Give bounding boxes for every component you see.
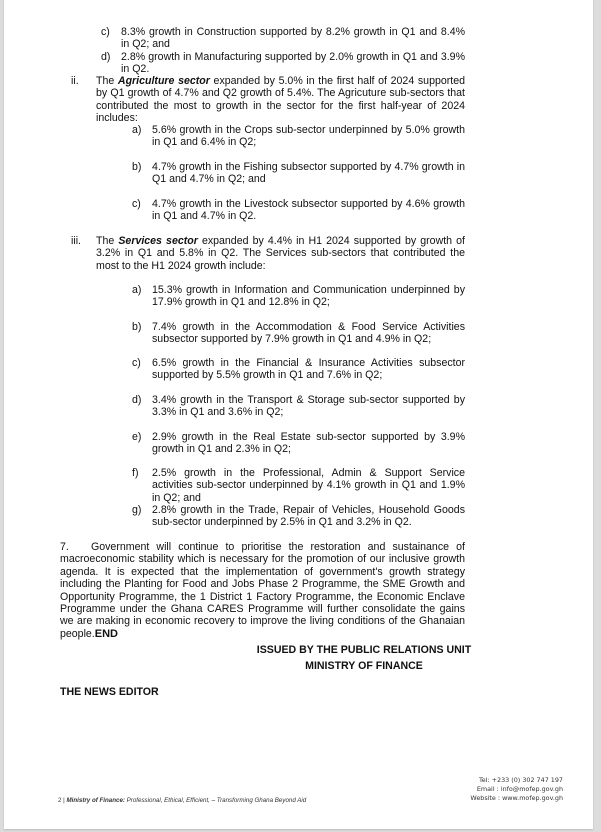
- list-item: [132, 124, 465, 149]
- issued-by-line: ISSUED BY THE PUBLIC RELATIONS UNIT: [256, 644, 472, 656]
- list-marker: b): [132, 321, 142, 333]
- footer-motto: Professional, Ethical, Efficient, – Transforming Ghana Beyond Aid: [124, 797, 307, 804]
- footer-email: Email : info@mofep.gov.gh: [476, 785, 563, 793]
- list-item-text: 2.8% growth in the Trade, Repair of Vehicles, Household Goods sub-sector underpinned by 2.5% in Q1 and 3.2% in Q2.: [152, 504, 465, 529]
- list-item-text: 5.6% growth in the Crops sub-sector underpinned by 5.0% growth in Q1 and 6.4% in Q2;: [152, 124, 465, 149]
- paragraph-7: [60, 541, 465, 640]
- document-page: [4, 0, 593, 829]
- sector-name: Agriculture sector: [117, 75, 210, 87]
- footer-ministry: Ministry of Finance:: [66, 797, 125, 804]
- issued-by-block: [256, 642, 472, 674]
- list-marker: c): [132, 357, 141, 369]
- list-item-text: 4.7% growth in the Livestock subsector supported by 4.6% growth in Q1 and 4.7% in Q2.: [152, 198, 465, 223]
- list-item: [132, 357, 465, 382]
- list-item: [132, 504, 465, 529]
- list-item-text: 4.7% growth in the Fishing subsector supported by 4.7% growth in Q1 and 4.7% in Q2; and: [152, 161, 465, 186]
- lead-text: The: [96, 235, 119, 247]
- lead-text: The: [96, 75, 118, 87]
- list-item-text: 15.3% growth in Information and Communication underpinned by 17.9% growth in Q1 and 12.8% in Q2;: [152, 284, 465, 309]
- roman-marker: ii.: [71, 75, 79, 87]
- list-item-text: 2.8% growth in Manufacturing supported by 2.0% growth in Q1 and 3.9% in Q2.: [121, 51, 465, 76]
- list-item-text: 2.5% growth in the Professional, Admin & Support Service activities sub-sector underpinned by 4.1% growth in Q1 and 1.9% in Q2; and: [152, 467, 465, 504]
- list-marker: c): [132, 198, 141, 210]
- page-number: 2 |: [58, 797, 67, 804]
- list-item: [132, 321, 465, 346]
- list-item-text: 2.9% growth in the Real Estate sub-sector supported by 3.9% growth in Q1 and 2.3% in Q2;: [152, 431, 465, 456]
- footer-website: Website : www.mofep.gov.gh: [470, 794, 563, 802]
- list-marker: d): [101, 51, 111, 63]
- paragraph-text: Government will continue to prioritise the restoration and sustainance of macroeconomic stability which is necessary for the promotion of our inclusive growth agenda. It is expected that the implementation of government's growth strategy including the Planting for Food and Jobs Phase 2 Programme, the SME Growth and Opportunity Programme, the 1 District 1 Factory Programme, the Economic Enclave Programme under the Ghana CARES Programme will further consolidate the gains we are making in economic recovery to improve the living conditions of the Ghanaian people.: [60, 541, 465, 640]
- body-text: expanded by 4.4% in H1 2024 supported by growth of 3.2% in Q1 and 5.8% in Q2. The Services sub-sectors that contributed the most to the H1 2024 growth include:: [96, 235, 465, 272]
- list-item: [101, 26, 465, 51]
- body-text: expanded by 5.0% in the first half of 2024 supported by Q1 growth of 4.7% and Q2 growth of 5.4%. The Agricuture sub-sectors that contributed the most to growth in the sector for the first half-year of 2024 includes:: [96, 75, 465, 125]
- list-item-text: 7.4% growth in the Accommodation & Food Service Activities subsector supported by 7.9% growth in Q1 and 4.9% in Q2;: [152, 321, 465, 346]
- list-item-text: 8.3% growth in Construction supported by 8.2% growth in Q1 and 8.4% in Q2; and: [121, 26, 465, 51]
- list-item: [132, 161, 465, 186]
- sector-name: Services sector: [118, 235, 198, 247]
- paragraph-number: 7.: [60, 541, 69, 553]
- agriculture-paragraph-text: [96, 75, 465, 125]
- ministry-line: MINISTRY OF FINANCE: [305, 660, 423, 672]
- footer-tel: Tel: +233 (0) 302 747 197: [478, 776, 563, 784]
- list-item-text: 6.5% growth in the Financial & Insurance Activities subsector supported by 5.5% growth in Q1 and 7.6% in Q2;: [152, 357, 465, 382]
- list-marker: c): [101, 26, 110, 38]
- list-marker: a): [132, 284, 142, 296]
- addressee: THE NEWS EDITOR: [60, 686, 159, 698]
- roman-marker: iii.: [71, 235, 82, 247]
- list-item: [132, 431, 465, 456]
- list-item: [132, 467, 465, 504]
- list-marker: e): [132, 431, 142, 443]
- list-item: [101, 51, 465, 76]
- footer-tagline: [58, 795, 306, 807]
- end-mark: END: [94, 627, 118, 640]
- list-marker: g): [132, 504, 142, 516]
- list-marker: b): [132, 161, 142, 173]
- list-marker: a): [132, 124, 142, 136]
- list-item: [132, 198, 465, 223]
- list-item-text: 3.4% growth in the Transport & Storage sub-sector supported by 3.3% in Q1 and 3.6% in Q2;: [152, 394, 465, 419]
- agriculture-sector-paragraph: [71, 75, 465, 125]
- list-marker: d): [132, 394, 142, 406]
- services-paragraph-text: [96, 235, 465, 272]
- list-item: [132, 394, 465, 419]
- list-item: [132, 284, 465, 309]
- services-sector-paragraph: [71, 235, 465, 272]
- list-marker: f): [132, 467, 139, 479]
- footer-contact: [470, 776, 563, 803]
